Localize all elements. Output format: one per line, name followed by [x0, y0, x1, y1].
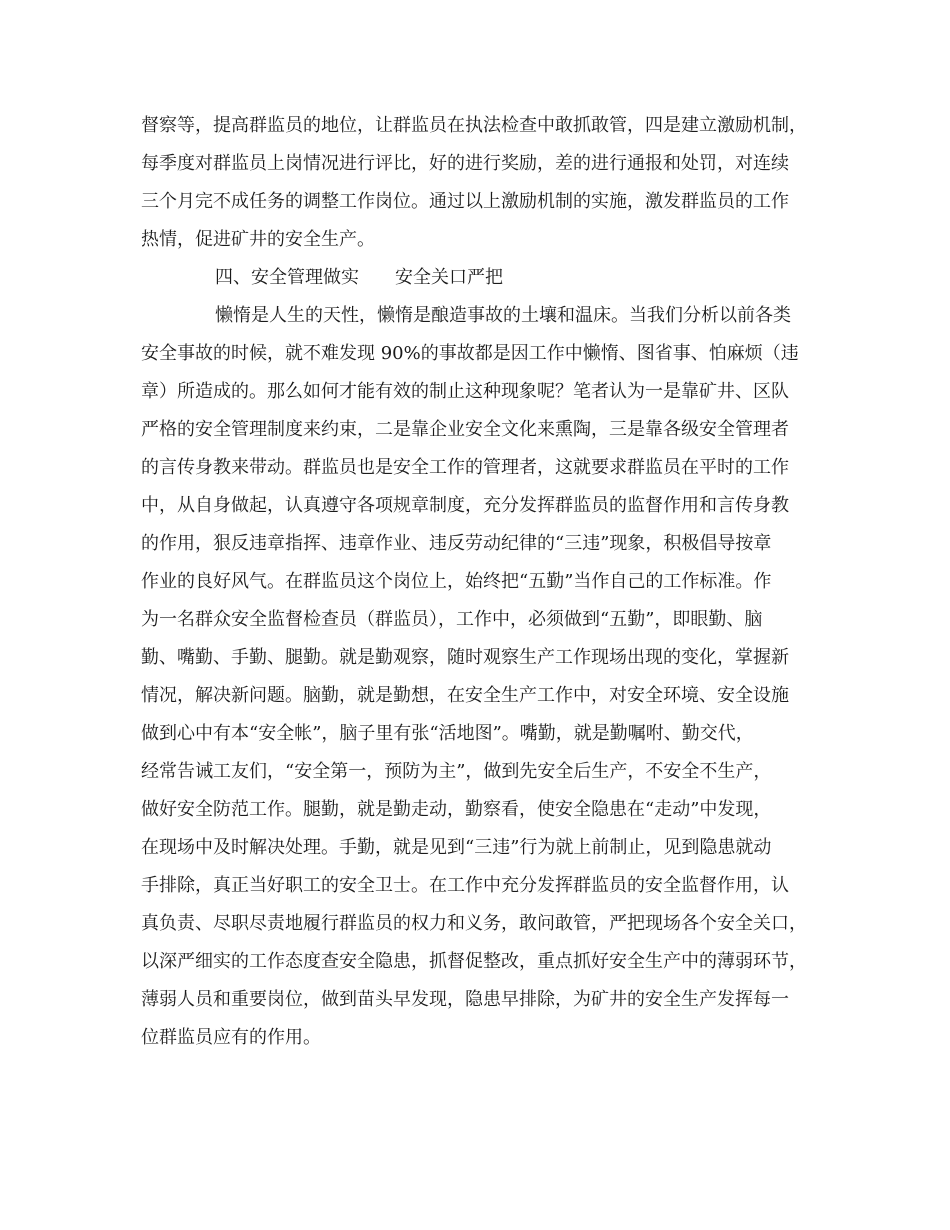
paragraph-first-line: 懒惰是人生的天性，懒惰是酿造事故的土壤和温床。当我们分析以前各类	[215, 305, 791, 326]
body-text-line: 真负责、尽职尽责地履行群监员的权力和义务，敢问敢管，严把现场各个安全关口，	[141, 913, 807, 934]
body-text-line: 做好安全防范工作。腿勤，就是勤走动，勤察看，使安全隐患在“走动”中发现，	[141, 799, 772, 820]
body-text-line: 做到心中有本“安全帐”，脑子里有张“活地图”。嘴勤，就是勤嘱咐、勤交代，	[141, 723, 754, 744]
body-text-line: 严格的安全管理制度来约束，二是靠企业安全文化来熏陶，三是靠各级安全管理者	[141, 419, 789, 440]
body-text-line: 热情，促进矿井的安全生产。	[141, 229, 375, 250]
body-text-line: 安全事故的时候，就不难发现 90%的事故都是因工作中懒惰、图省事、怕麻烦（违	[141, 343, 799, 364]
body-text-line: 勤、嘴勤、手勤、腿勤。就是勤观察，随时观察生产工作现场出现的变化，掌握新	[141, 647, 789, 668]
body-text-line: 三个月完不成任务的调整工作岗位。通过以上激励机制的实施，激发群监员的工作	[141, 191, 789, 212]
body-text-line: 在现场中及时解决处理。手勤，就是见到“三违”行为就上前制止，见到隐患就动	[141, 837, 772, 858]
body-text-line: 督察等，提高群监员的地位，让群监员在执法检查中敢抓敢管，四是建立激励机制，	[141, 115, 807, 136]
body-text-line: 情况，解决新问题。脑勤，就是勤想，在安全生产工作中，对安全环境、安全设施	[141, 685, 789, 706]
body-text-line: 手排除，真正当好职工的安全卫士。在工作中充分发挥群监员的安全监督作用，认	[141, 875, 789, 896]
body-text-line: 每季度对群监员上岗情况进行评比，好的进行奖励，差的进行通报和处罚，对连续	[141, 153, 789, 174]
section-heading: 四、安全管理做实 安全关口严把	[215, 267, 503, 288]
body-text-line: 为一名群众安全监督检查员（群监员），工作中，必须做到“五勤”，即眼勤、脑	[141, 609, 763, 630]
body-text-line: 位群监员应有的作用。	[141, 1027, 321, 1048]
body-text-line: 的作用，狠反违章指挥、违章作业、违反劳动纪律的“三违”现象，积极倡导按章	[141, 533, 772, 554]
body-text-line: 章）所造成的。那么如何才能有效的制止这种现象呢？笔者认为一是靠矿井、区队	[141, 381, 789, 402]
body-text-line: 的言传身教来带动。群监员也是安全工作的管理者，这就要求群监员在平时的工作	[141, 457, 789, 478]
body-text-line: 中，从自身做起，认真遵守各项规章制度，充分发挥群监员的监督作用和言传身教	[141, 495, 789, 516]
body-text-line: 以深严细实的工作态度查安全隐患，抓督促整改，重点抓好安全生产中的薄弱环节，	[141, 951, 807, 972]
body-text-line: 薄弱人员和重要岗位，做到苗头早发现，隐患早排除，为矿井的安全生产发挥每一	[141, 989, 789, 1010]
body-text-line: 经常告诫工友们，“安全第一，预防为主”，做到先安全后生产，不安全不生产，	[141, 761, 772, 782]
body-text-line: 作业的良好风气。在群监员这个岗位上，始终把“五勤”当作自己的工作标准。作	[141, 571, 772, 592]
